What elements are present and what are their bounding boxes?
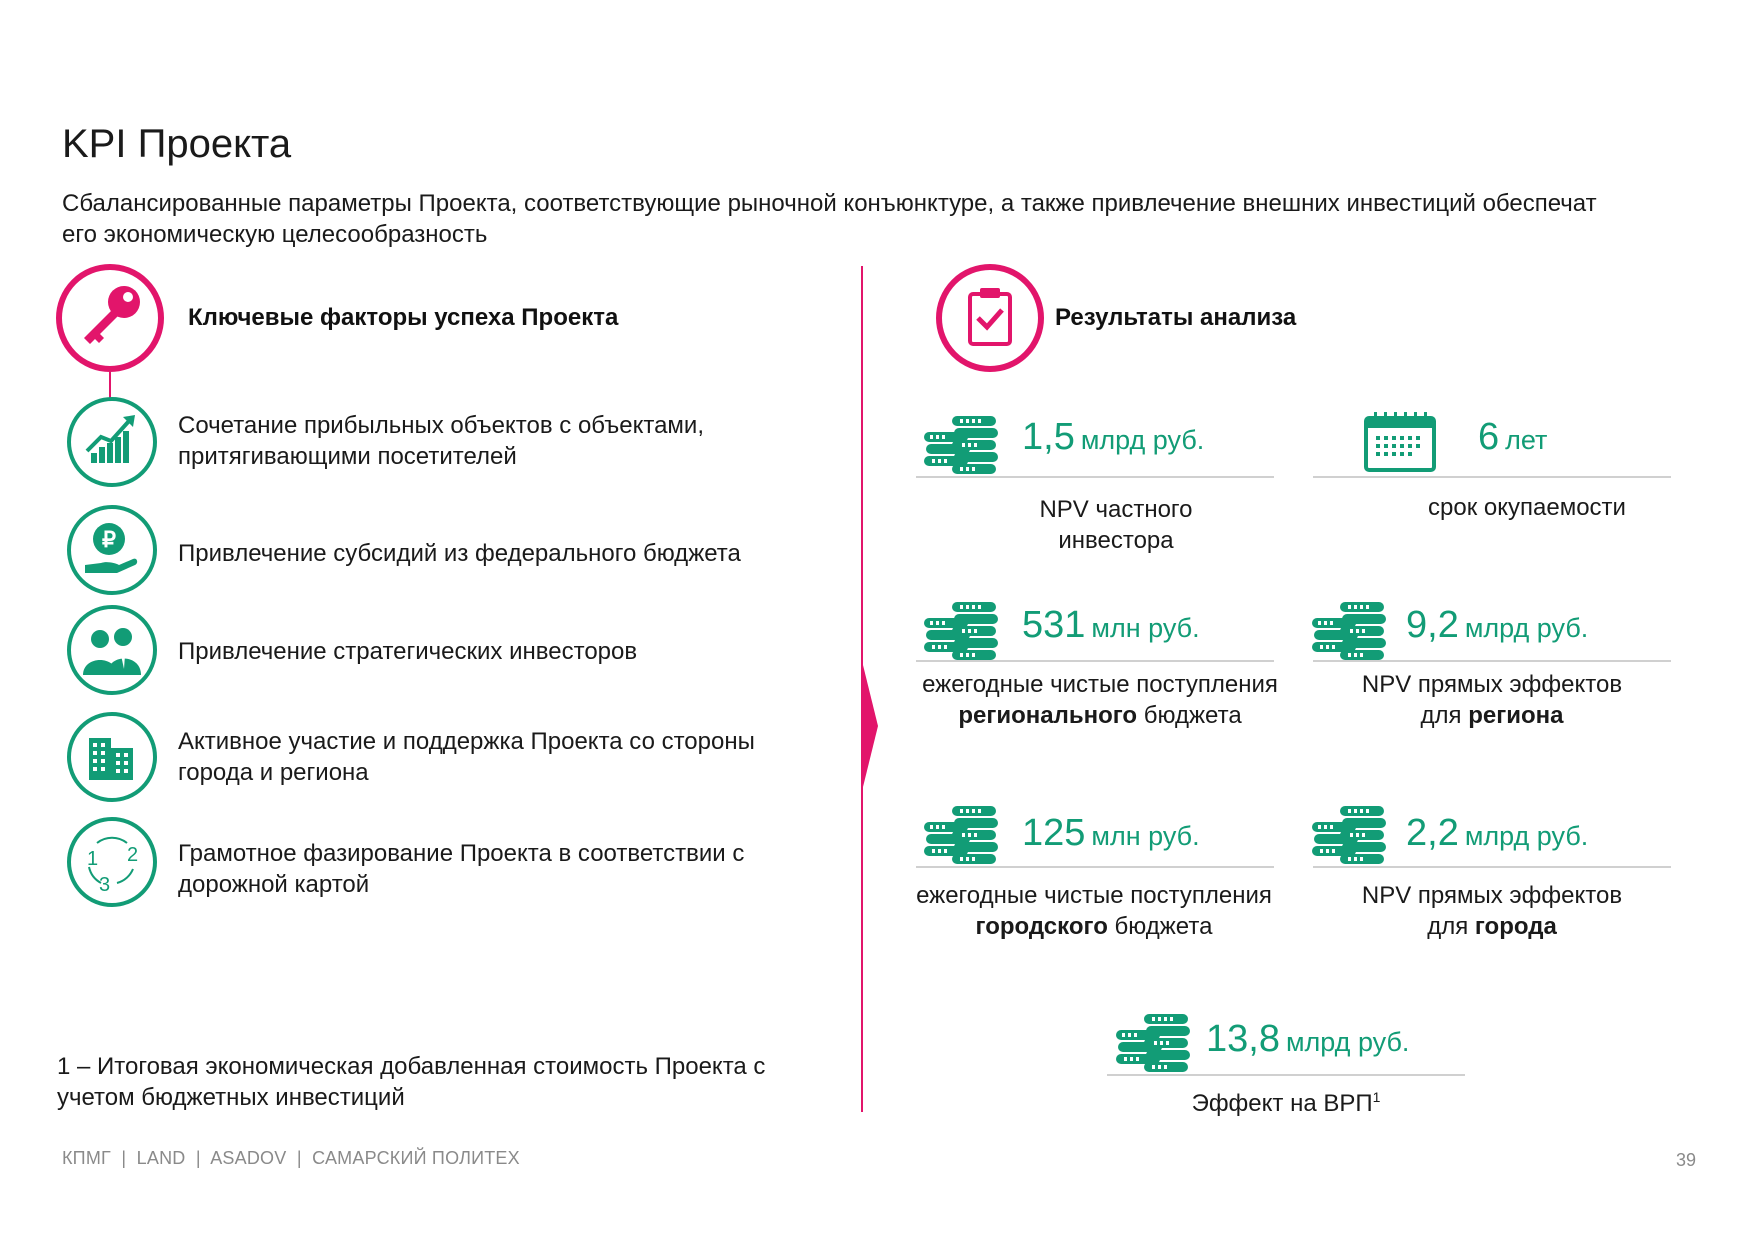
page-title: KPI Проекта — [62, 122, 292, 166]
kpi-desc-text: бюджета — [1143, 702, 1242, 729]
kpi-number: 6 — [1478, 416, 1500, 458]
page-subtitle: Сбалансированные параметры Проекта, соответствующие рыночной конъюнктуре, а также привлечение внешних инвестиций обеспечат его экономическую целесообразность — [62, 190, 1597, 248]
kpi-desc-2: срок окупаемости — [1428, 494, 1626, 521]
footer-separator: | — [195, 1148, 201, 1168]
factor-text-4: Активное участие и поддержка Проекта со стороны города и региона — [178, 728, 755, 786]
kpi-value-2 — [1478, 416, 1547, 459]
factor-icon-circle — [67, 397, 157, 487]
factor-text-1: Сочетание прибыльных объектов с объектами, притягивающими посетителей — [178, 412, 705, 470]
kpi-desc-1: NPV частного инвестора — [1039, 496, 1193, 554]
coins-icon — [922, 410, 1002, 476]
factor-icon-circle — [67, 817, 157, 907]
kpi-desc-text: NPV прямых эффектов — [1361, 671, 1623, 698]
kpi-desc-bold: регионального — [958, 702, 1138, 729]
factor-icon-circle — [67, 605, 157, 695]
divider-arrow — [862, 661, 882, 791]
footer-separator: | — [296, 1148, 302, 1168]
kpi-unit: млн руб. — [1091, 613, 1200, 643]
phasing-cycle-icon — [71, 821, 153, 903]
kpi-desc-bold: города — [1474, 913, 1557, 940]
kpi-desc-text: ежегодные чистые поступления — [922, 671, 1278, 698]
kpi-unit: млн руб. — [1091, 821, 1200, 851]
kpi-desc-bold: городского — [975, 913, 1108, 940]
kpi-number: 9,2 — [1406, 604, 1459, 646]
kpi-desc-7 — [1136, 1082, 1436, 1119]
cycle-step-3: 3 — [99, 874, 111, 896]
clipboard-icon-circle — [936, 264, 1044, 372]
kpi-desc-4 — [1332, 669, 1652, 731]
kpi-desc-3 — [900, 669, 1300, 731]
kpi-desc-text: NPV прямых эффектов — [1361, 882, 1623, 909]
results-heading: Результаты анализа — [1055, 304, 1297, 331]
kpi-number: 531 — [1022, 604, 1086, 646]
page-number: 39 — [1676, 1150, 1697, 1170]
cycle-step-2: 2 — [127, 844, 139, 866]
kpi-desc-5 — [894, 880, 1294, 942]
kpi-desc-text: для — [1427, 913, 1469, 940]
kpi-value-1 — [1022, 416, 1204, 459]
kpi-value-7 — [1206, 1018, 1409, 1061]
ruble-hand-icon — [71, 509, 153, 591]
footnote: 1 – Итоговая экономическая добавленная стоимость Проекта с учетом бюджетных инвестиций — [57, 1053, 766, 1111]
footer-org: КПМГ — [62, 1148, 111, 1168]
factors-heading: Ключевые факторы успеха Проекта — [188, 304, 619, 331]
kpi-unit: млрд руб. — [1464, 613, 1589, 643]
footer-org: САМАРСКИЙ ПОЛИТЕХ — [312, 1148, 520, 1168]
connector-line — [109, 372, 111, 398]
clipboard-check-icon — [942, 270, 1038, 366]
factor-icon-circle — [67, 712, 157, 802]
kpi-unit: млрд руб. — [1285, 1027, 1410, 1057]
factor-text-3: Привлечение стратегических инвесторов — [178, 638, 638, 665]
kpi-desc-6 — [1332, 880, 1652, 942]
kpi-unit: млрд руб. — [1080, 425, 1205, 455]
footer-separator: | — [121, 1148, 127, 1168]
kpi-rule — [916, 660, 1274, 662]
kpi-rule — [1313, 660, 1671, 662]
kpi-unit: лет — [1505, 425, 1548, 455]
coins-icon — [1114, 1008, 1194, 1074]
kpi-rule — [916, 476, 1274, 478]
kpi-value-6 — [1406, 812, 1588, 855]
growth-chart-icon — [71, 401, 153, 483]
kpi-rule — [1313, 866, 1671, 868]
kpi-desc-text: бюджета — [1114, 913, 1213, 940]
kpi-number: 1,5 — [1022, 416, 1075, 458]
kpi-rule — [1107, 1074, 1465, 1076]
coins-icon — [1310, 596, 1390, 662]
key-icon — [62, 270, 158, 366]
coins-icon — [1310, 800, 1390, 866]
footer-orgs — [62, 1148, 520, 1169]
kpi-number: 125 — [1022, 812, 1086, 854]
coins-icon — [922, 800, 1002, 866]
factor-text-5: Грамотное фазирование Проекта в соответствии с дорожной картой — [178, 840, 745, 898]
kpi-number: 13,8 — [1206, 1018, 1280, 1060]
footer-org: ASADOV — [210, 1148, 287, 1168]
factor-icon-circle — [67, 505, 157, 595]
calendar-icon — [1362, 410, 1438, 474]
city-buildings-icon — [71, 716, 153, 798]
kpi-unit: млрд руб. — [1464, 821, 1589, 851]
kpi-desc-bold: региона — [1468, 702, 1564, 729]
kpi-value-3 — [1022, 604, 1200, 647]
cycle-step-1: 1 — [87, 848, 99, 870]
svg-text:₽: ₽ — [102, 527, 116, 552]
kpi-desc-text: ежегодные чистые поступления — [916, 882, 1272, 909]
investors-icon — [71, 609, 153, 691]
kpi-desc-text: Эффект на ВРП — [1191, 1090, 1373, 1117]
kpi-value-4 — [1406, 604, 1588, 647]
coins-icon — [922, 596, 1002, 662]
footer-org: LAND — [136, 1148, 186, 1168]
kpi-rule — [1313, 476, 1671, 478]
kpi-rule — [916, 866, 1274, 868]
kpi-desc-text: для — [1420, 702, 1462, 729]
factor-text-2: Привлечение субсидий из федерального бюджета — [178, 540, 741, 567]
kpi-value-5 — [1022, 812, 1200, 855]
kpi-number: 2,2 — [1406, 812, 1459, 854]
footnote-marker: 1 — [1372, 1089, 1381, 1105]
key-icon-circle — [56, 264, 164, 372]
